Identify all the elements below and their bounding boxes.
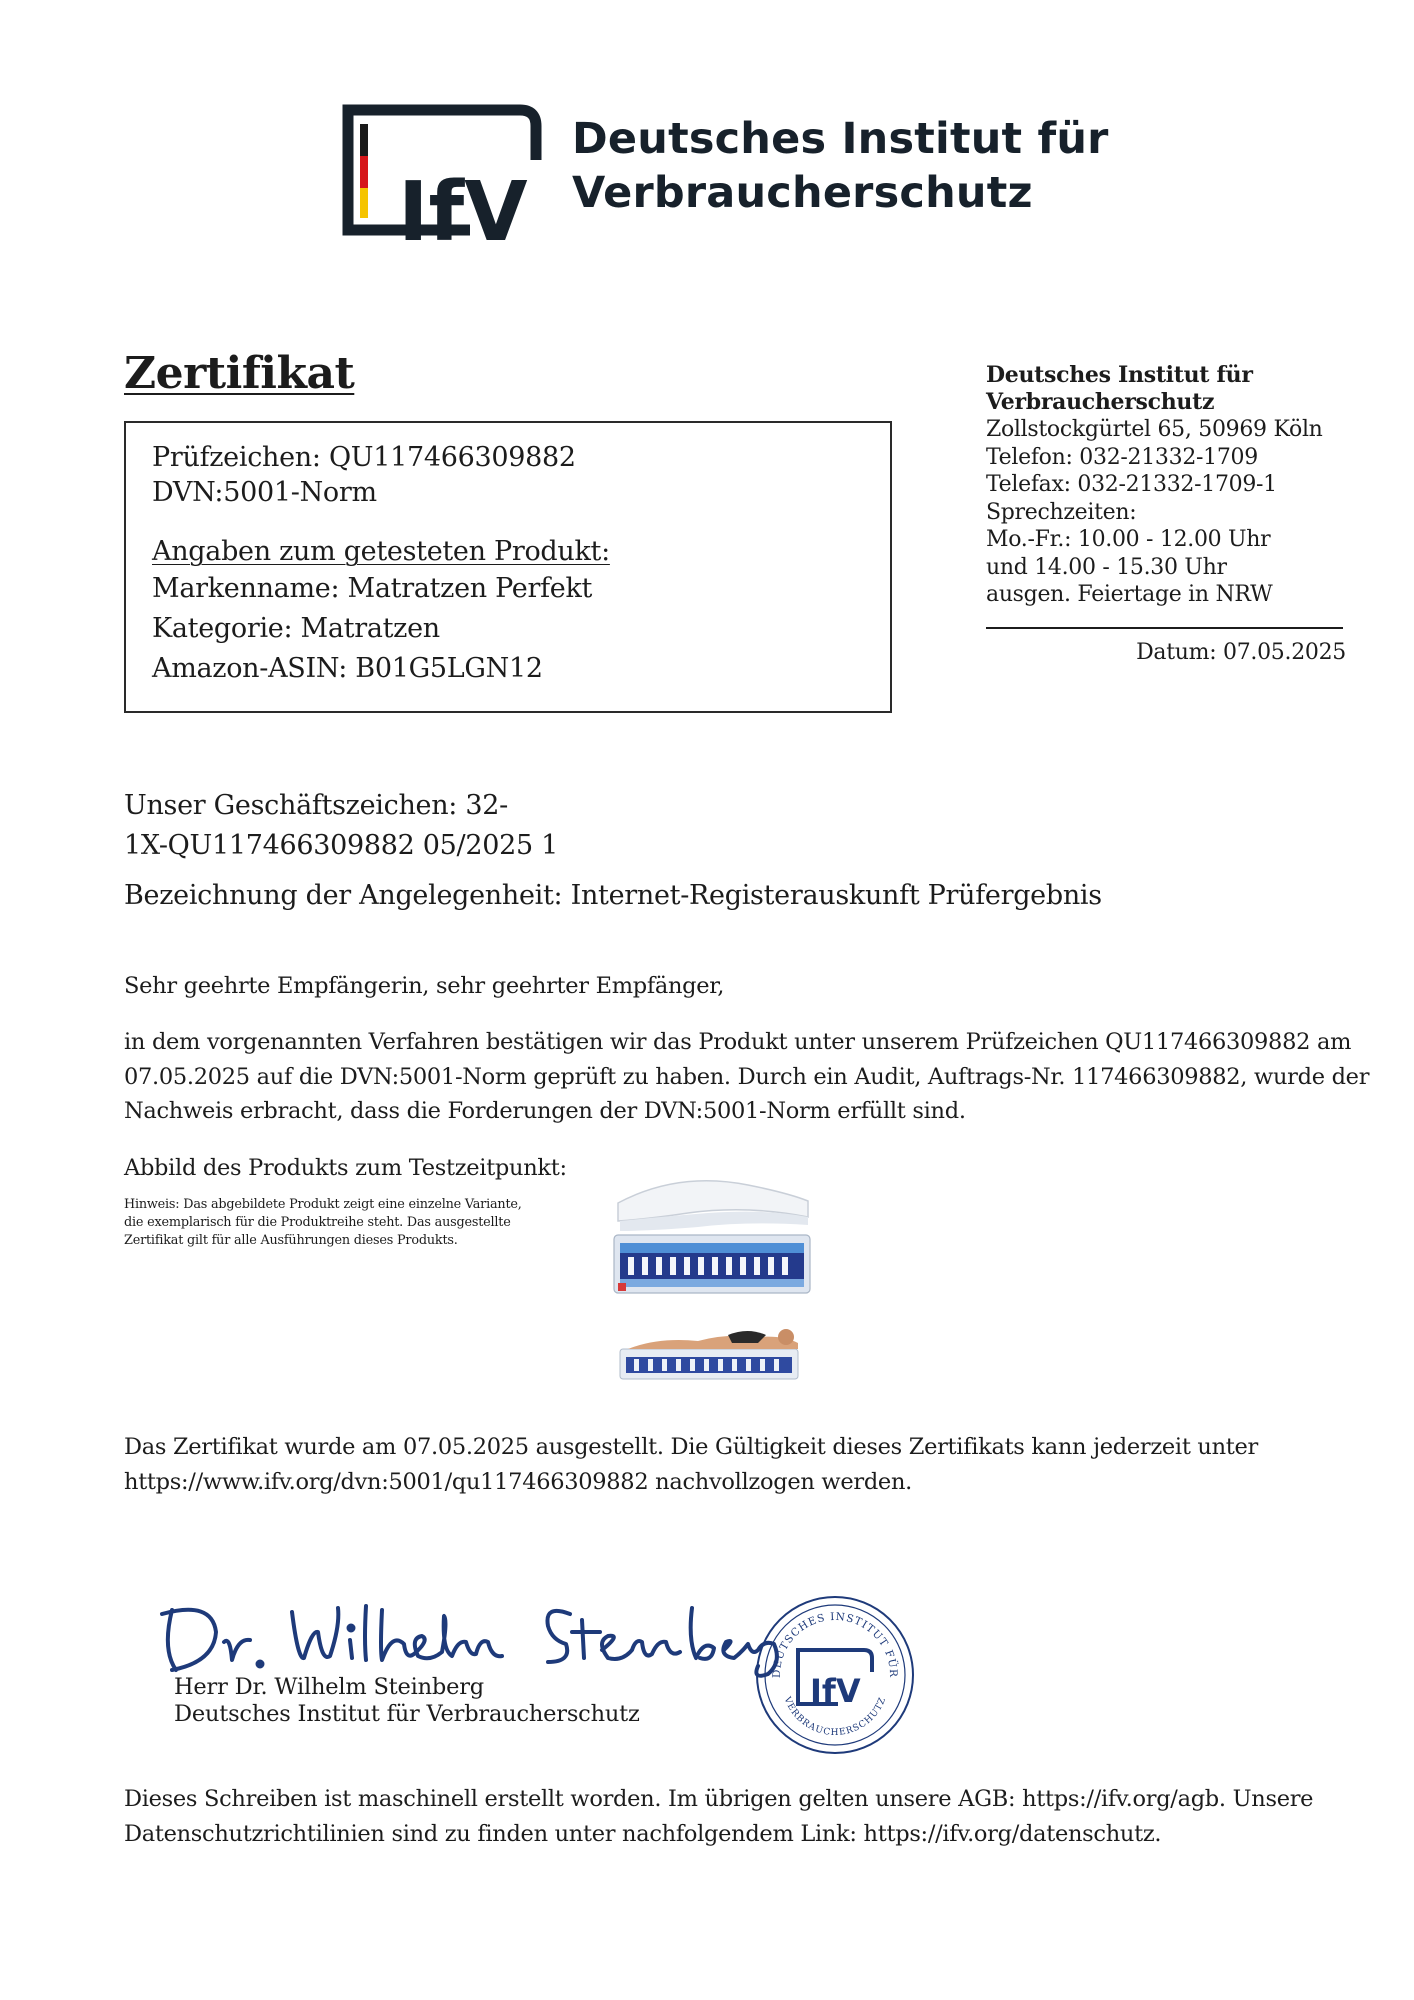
body-line2: 07.05.2025 auf die DVN:5001-Norm geprüft zu haben. Durch ein Audit, Auftrags-Nr. 117466309882, wurde der xyxy=(124,1063,1370,1090)
mattress-product-image xyxy=(598,1165,818,1395)
reference-number xyxy=(124,786,558,866)
sender-fax: Telefax: 032-21332-1709-1 xyxy=(986,472,1277,497)
seal-center-text: IfV xyxy=(810,1672,861,1710)
document-date: Datum: 07.05.2025 xyxy=(1136,640,1346,665)
seal-top-text: DEUTSCHES INSTITUT FÜR xyxy=(770,1610,900,1679)
product-info-box xyxy=(124,421,892,713)
logo-title-line2: Verbraucherschutz xyxy=(572,168,1033,218)
note-line2: die exemplarisch für die Produktreihe steht. Das ausgestellte xyxy=(124,1215,511,1230)
logo-title xyxy=(572,112,1109,220)
note-line3: Zertifikat gilt für alle Ausführungen dieses Produkts. xyxy=(124,1233,458,1248)
sender-phone: Telefon: 032-21332-1709 xyxy=(986,444,1258,470)
issued-line2: https://www.ifv.org/dvn:5001/qu117466309882 nachvollzogen werden. xyxy=(124,1468,912,1495)
body-line1: in dem vorgenannten Verfahren bestätigen wir das Produkt unter unserem Prüfzeichen QU117466309882 am xyxy=(124,1029,1352,1055)
category: Kategorie: Matratzen xyxy=(152,613,440,644)
issuance-paragraph xyxy=(124,1430,1354,1499)
reference-line2: 1X-QU117466309882 05/2025 1 xyxy=(124,830,558,861)
product-image-note xyxy=(124,1196,564,1250)
product-info-heading: Angaben zum getesteten Produkt: xyxy=(152,536,610,567)
institute-logo xyxy=(340,102,1109,242)
ifv-logo-icon xyxy=(340,102,545,242)
sender-name-line2: Verbraucherschutz xyxy=(986,389,1215,415)
reference-line1: Unser Geschäftszeichen: 32- xyxy=(124,790,508,821)
sender-divider xyxy=(986,627,1343,629)
body-line3: Nachweis erbracht, dass die Forderungen der DVN:5001-Norm erfüllt sind. xyxy=(124,1098,966,1124)
norm: DVN:5001-Norm xyxy=(152,477,377,508)
document-title: Zertifikat xyxy=(124,348,355,399)
salutation: Sehr geehrte Empfängerin, sehr geehrter Empfänger, xyxy=(124,973,725,999)
office-hours-2: und 14.00 - 15.30 Uhr xyxy=(986,554,1227,580)
product-image-label: Abbild des Produkts zum Testzeitpunkt: xyxy=(124,1155,567,1181)
confirmation-paragraph xyxy=(124,1025,1370,1129)
office-hours-1: Mo.-Fr.: 10.00 - 12.00 Uhr xyxy=(986,527,1271,552)
issued-line1: Das Zertifikat wurde am 07.05.2025 ausgestellt. Die Gültigkeit dieses Zertifikats kann jederzeit unter xyxy=(124,1434,1259,1460)
signer-name: Herr Dr. Wilhelm Steinberg xyxy=(174,1674,484,1700)
footer-notice xyxy=(124,1782,1354,1851)
brand-name: Markenname: Matratzen Perfekt xyxy=(152,573,593,604)
signer-organization: Deutsches Institut für Verbraucherschutz xyxy=(174,1701,640,1727)
matter-designation: Bezeichnung der Angelegenheit: Internet-Registerauskunft Prüfergebnis xyxy=(124,880,1102,911)
sender-address-block xyxy=(986,362,1346,609)
note-line1: Hinweis: Das abgebildete Produkt zeigt eine einzelne Variante, xyxy=(124,1197,522,1212)
footer-line1: Dieses Schreiben ist maschinell erstellt worden. Im übrigen gelten unsere AGB: https://ifv.org/agb. Unsere xyxy=(124,1786,1314,1812)
amazon-asin: Amazon-ASIN: B01G5LGN12 xyxy=(152,653,543,684)
logo-mark-text: IfV xyxy=(398,165,528,242)
office-hours-3: ausgen. Feiertage in NRW xyxy=(986,582,1273,607)
sender-name-line1: Deutsches Institut für xyxy=(986,362,1253,388)
logo-title-line1: Deutsches Institut für xyxy=(572,114,1109,164)
institute-seal-stamp xyxy=(752,1592,918,1758)
office-hours-label: Sprechzeiten: xyxy=(986,499,1137,525)
sender-address: Zollstockgürtel 65, 50969 Köln xyxy=(986,417,1323,442)
footer-line2: Datenschutzrichtilinien sind zu finden unter nachfolgendem Link: https://ifv.org/datenschutz. xyxy=(124,1820,1162,1847)
handwritten-signature xyxy=(152,1570,792,1680)
seal-bottom-text: VERBRAUCHERSCHUTZ xyxy=(781,1695,889,1738)
signer-block xyxy=(174,1674,640,1728)
pruefzeichen: Prüfzeichen: QU117466309882 xyxy=(152,442,576,473)
